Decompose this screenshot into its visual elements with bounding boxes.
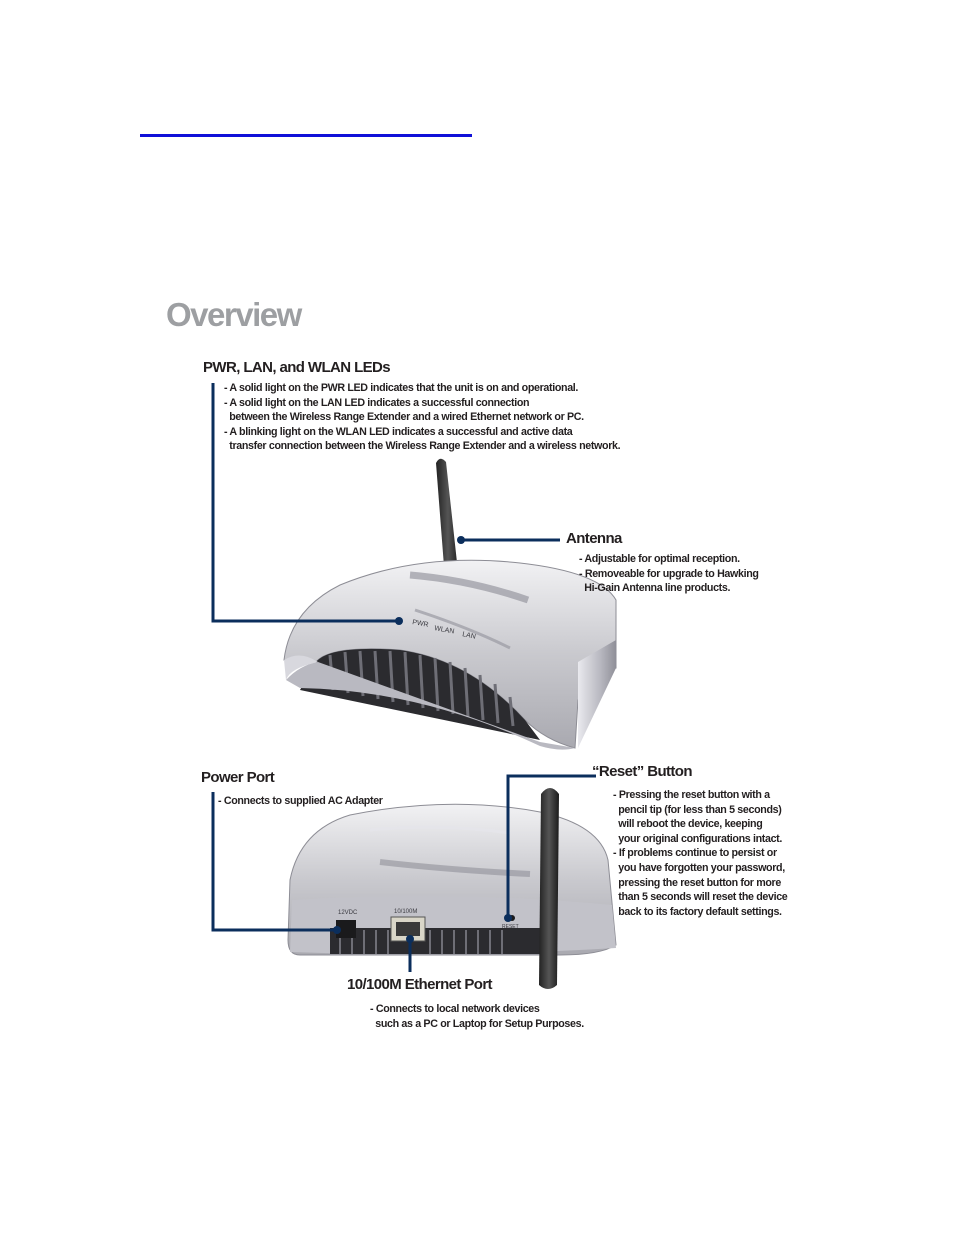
- power-port-description: [218, 794, 383, 809]
- antenna-description: [579, 552, 759, 596]
- antenna-icon: [539, 788, 559, 989]
- desc-line: transfer connection between the Wireless Range Extender and a wireless network.: [224, 440, 621, 453]
- desc-line: will reboot the device, keeping: [613, 818, 763, 831]
- power-port-callout-dot: [333, 926, 341, 934]
- antenna-callout-dot: [457, 536, 465, 544]
- back-device-image: [288, 788, 616, 989]
- desc-line: - Pressing the reset button with a: [613, 789, 770, 801]
- page-title: Overview: [166, 296, 301, 333]
- desc-line: back to its factory default settings.: [613, 905, 782, 918]
- antenna-title: Antenna: [566, 530, 622, 547]
- ethernet-callout-dot: [406, 935, 414, 943]
- desc-line: you have forgotten your password,: [613, 861, 785, 874]
- desc-line: - Adjustable for optimal reception.: [579, 553, 740, 565]
- desc-line: than 5 seconds will reset the device: [613, 891, 788, 904]
- desc-line: pressing the reset button for more: [613, 876, 781, 889]
- lan-led-label: LAN: [461, 631, 477, 641]
- desc-line: - Connects to local network devices: [370, 1003, 540, 1015]
- ethernet-title: 10/100M Ethernet Port: [347, 976, 492, 993]
- leds-title: PWR, LAN, and WLAN LEDs: [203, 359, 391, 376]
- desc-line: - A solid light on the LAN LED indicates a successful connection: [224, 396, 530, 409]
- desc-line: - A solid light on the PWR LED indicates that the unit is on and operational.: [224, 382, 579, 394]
- desc-line: - A blinking light on the WLAN LED indicates a successful and active data: [224, 425, 573, 438]
- front-device-image: [284, 459, 616, 750]
- leds-description: [224, 381, 620, 454]
- power-port-label: 12VDC: [338, 910, 358, 916]
- desc-line: Hi-Gain Antenna line products.: [579, 582, 731, 595]
- wlan-led-label: WLAN: [433, 625, 455, 636]
- reset-button-label: RESET: [502, 924, 519, 930]
- desc-line: your original configurations intact.: [613, 832, 782, 845]
- ethernet-port-label: 10/100M: [394, 909, 418, 915]
- desc-line: - Connects to supplied AC Adapter: [218, 795, 383, 807]
- reset-description: [613, 788, 787, 919]
- desc-line: - If problems continue to persist or: [613, 847, 777, 860]
- desc-line: - Removeable for upgrade to Hawking: [579, 567, 759, 580]
- reset-callout-dot: [504, 914, 512, 922]
- pwr-led-label: PWR: [411, 619, 429, 629]
- desc-line: between the Wireless Range Extender and a wired Ethernet network or PC.: [224, 411, 584, 424]
- leds-callout-dot: [395, 617, 403, 625]
- ethernet-description: [370, 1002, 584, 1031]
- power-port-title: Power Port: [201, 769, 275, 786]
- reset-title: “Reset” Button: [592, 763, 692, 780]
- desc-line: pencil tip (for less than 5 seconds): [613, 803, 782, 816]
- desc-line: such as a PC or Laptop for Setup Purposes.: [370, 1017, 584, 1030]
